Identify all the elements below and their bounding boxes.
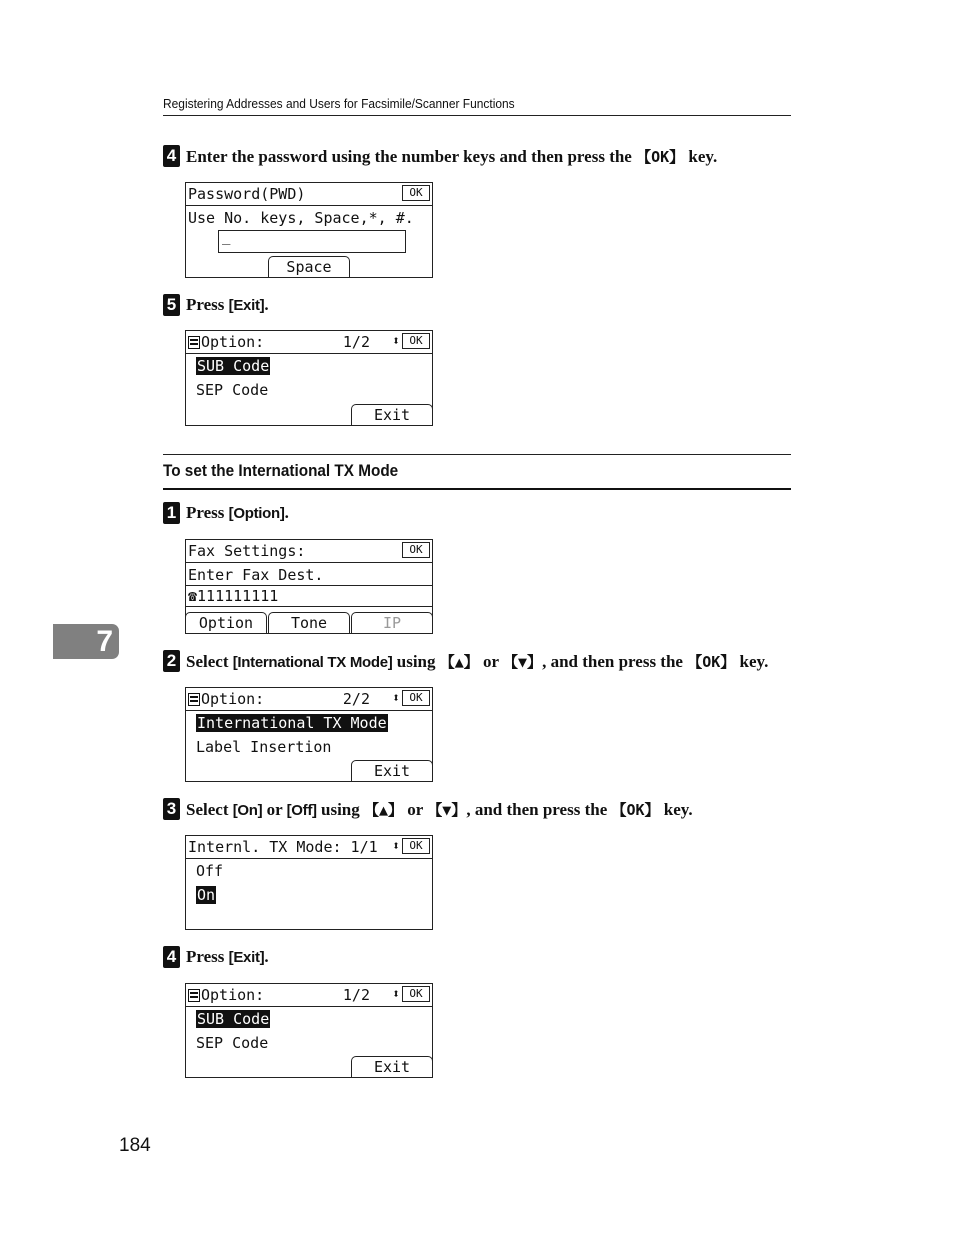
lcd-fax-settings-screen xyxy=(185,539,433,634)
step-number: 2 xyxy=(163,650,180,672)
ip-softkey[interactable]: IP xyxy=(351,612,433,633)
menu-item-international-tx-mode[interactable]: International TX Mode xyxy=(197,714,387,732)
step-number: 3 xyxy=(163,798,180,820)
lcd-title: Option: xyxy=(201,690,265,708)
ok-icon: OK xyxy=(402,838,430,854)
step-press-exit-2 xyxy=(163,946,269,968)
step-text: Press [Exit]. xyxy=(186,295,269,314)
menu-item-off[interactable]: Off xyxy=(196,862,224,880)
lcd-title: Option: xyxy=(201,986,265,1004)
section-rule-bottom xyxy=(163,488,791,490)
step-press-option xyxy=(163,502,289,524)
up-down-arrow-icon: ⬍ xyxy=(392,691,400,706)
menu-item-sep-code[interactable]: SEP Code xyxy=(196,1034,269,1052)
step-number: 4 xyxy=(163,145,180,167)
step-text: Press [Exit]. xyxy=(186,947,269,966)
step-text: Press [Option]. xyxy=(186,503,289,522)
menu-item-on[interactable]: On xyxy=(197,886,216,904)
fax-number: 111111111 xyxy=(197,587,279,605)
ok-icon: OK xyxy=(402,690,430,706)
step-text: Select [On] or [Off] using 【▲】 or 【▼】, and then press the 【OK】 key. xyxy=(186,799,693,819)
ok-icon: OK xyxy=(402,333,430,349)
space-softkey[interactable]: Space xyxy=(268,256,350,277)
page-indicator: 1/2 xyxy=(342,986,370,1004)
document-icon xyxy=(188,336,200,349)
step-select-on-off xyxy=(163,798,693,820)
step-number: 4 xyxy=(163,946,180,968)
lcd-title: Password(PWD) xyxy=(188,185,306,203)
exit-softkey[interactable]: Exit xyxy=(351,404,433,425)
step-select-international-tx-mode xyxy=(163,650,768,672)
menu-item-sub-code[interactable]: SUB Code xyxy=(197,357,270,375)
input-cursor: _ xyxy=(222,229,231,245)
step-text: Select [International TX Mode] using 【▲】 or 【▼】, and then press the 【OK】 key. xyxy=(186,651,769,671)
lcd-option-screen-2 xyxy=(185,687,433,782)
lcd-option-screen-1 xyxy=(185,330,433,426)
chapter-tab: 7 xyxy=(53,624,119,659)
step-press-exit xyxy=(163,294,269,316)
running-head: Registering Addresses and Users for Facsimile/Scanner Functions xyxy=(163,96,515,111)
ok-icon: OK xyxy=(402,986,430,1002)
document-icon xyxy=(188,989,200,1002)
lcd-password-screen xyxy=(185,182,433,278)
up-down-arrow-icon: ⬍ xyxy=(392,987,400,1002)
lcd-option-screen-3 xyxy=(185,983,433,1078)
step-number: 1 xyxy=(163,502,180,524)
lcd-internl-tx-mode-screen xyxy=(185,835,433,930)
menu-item-sub-code[interactable]: SUB Code xyxy=(197,1010,270,1028)
ok-icon: OK xyxy=(402,185,430,201)
page-indicator: 2/2 xyxy=(342,690,370,708)
up-down-arrow-icon: ⬍ xyxy=(392,839,400,854)
step-text: Enter the password using the number keys and then press the 【OK】 key. xyxy=(186,146,718,166)
step-number: 5 xyxy=(163,294,180,316)
lcd-hint: Use No. keys, Space,*, #. xyxy=(188,209,414,227)
document-icon xyxy=(188,693,200,706)
lcd-title: Fax Settings: xyxy=(188,542,306,560)
lcd-title: Option: xyxy=(201,333,265,351)
up-down-arrow-icon: ⬍ xyxy=(392,334,400,349)
password-input[interactable] xyxy=(218,230,406,253)
lcd-title: Internl. TX Mode: 1/1 xyxy=(188,838,378,856)
option-softkey[interactable]: Option xyxy=(185,612,267,633)
step-enter-password xyxy=(163,145,717,167)
header-rule xyxy=(163,115,791,116)
phone-icon: ☎ xyxy=(188,587,198,605)
ok-icon: OK xyxy=(402,542,430,558)
section-title: To set the International TX Mode xyxy=(163,461,399,480)
menu-item-sep-code[interactable]: SEP Code xyxy=(196,381,269,399)
exit-softkey[interactable]: Exit xyxy=(351,1056,433,1077)
lcd-enter-fax-dest: Enter Fax Dest. xyxy=(188,566,324,584)
page-number: 184 xyxy=(119,1135,151,1156)
section-rule-top xyxy=(163,454,791,455)
exit-softkey[interactable]: Exit xyxy=(351,760,433,781)
tone-softkey[interactable]: Tone xyxy=(268,612,350,633)
page-indicator: 1/2 xyxy=(342,333,370,351)
menu-item-label-insertion[interactable]: Label Insertion xyxy=(196,738,332,756)
